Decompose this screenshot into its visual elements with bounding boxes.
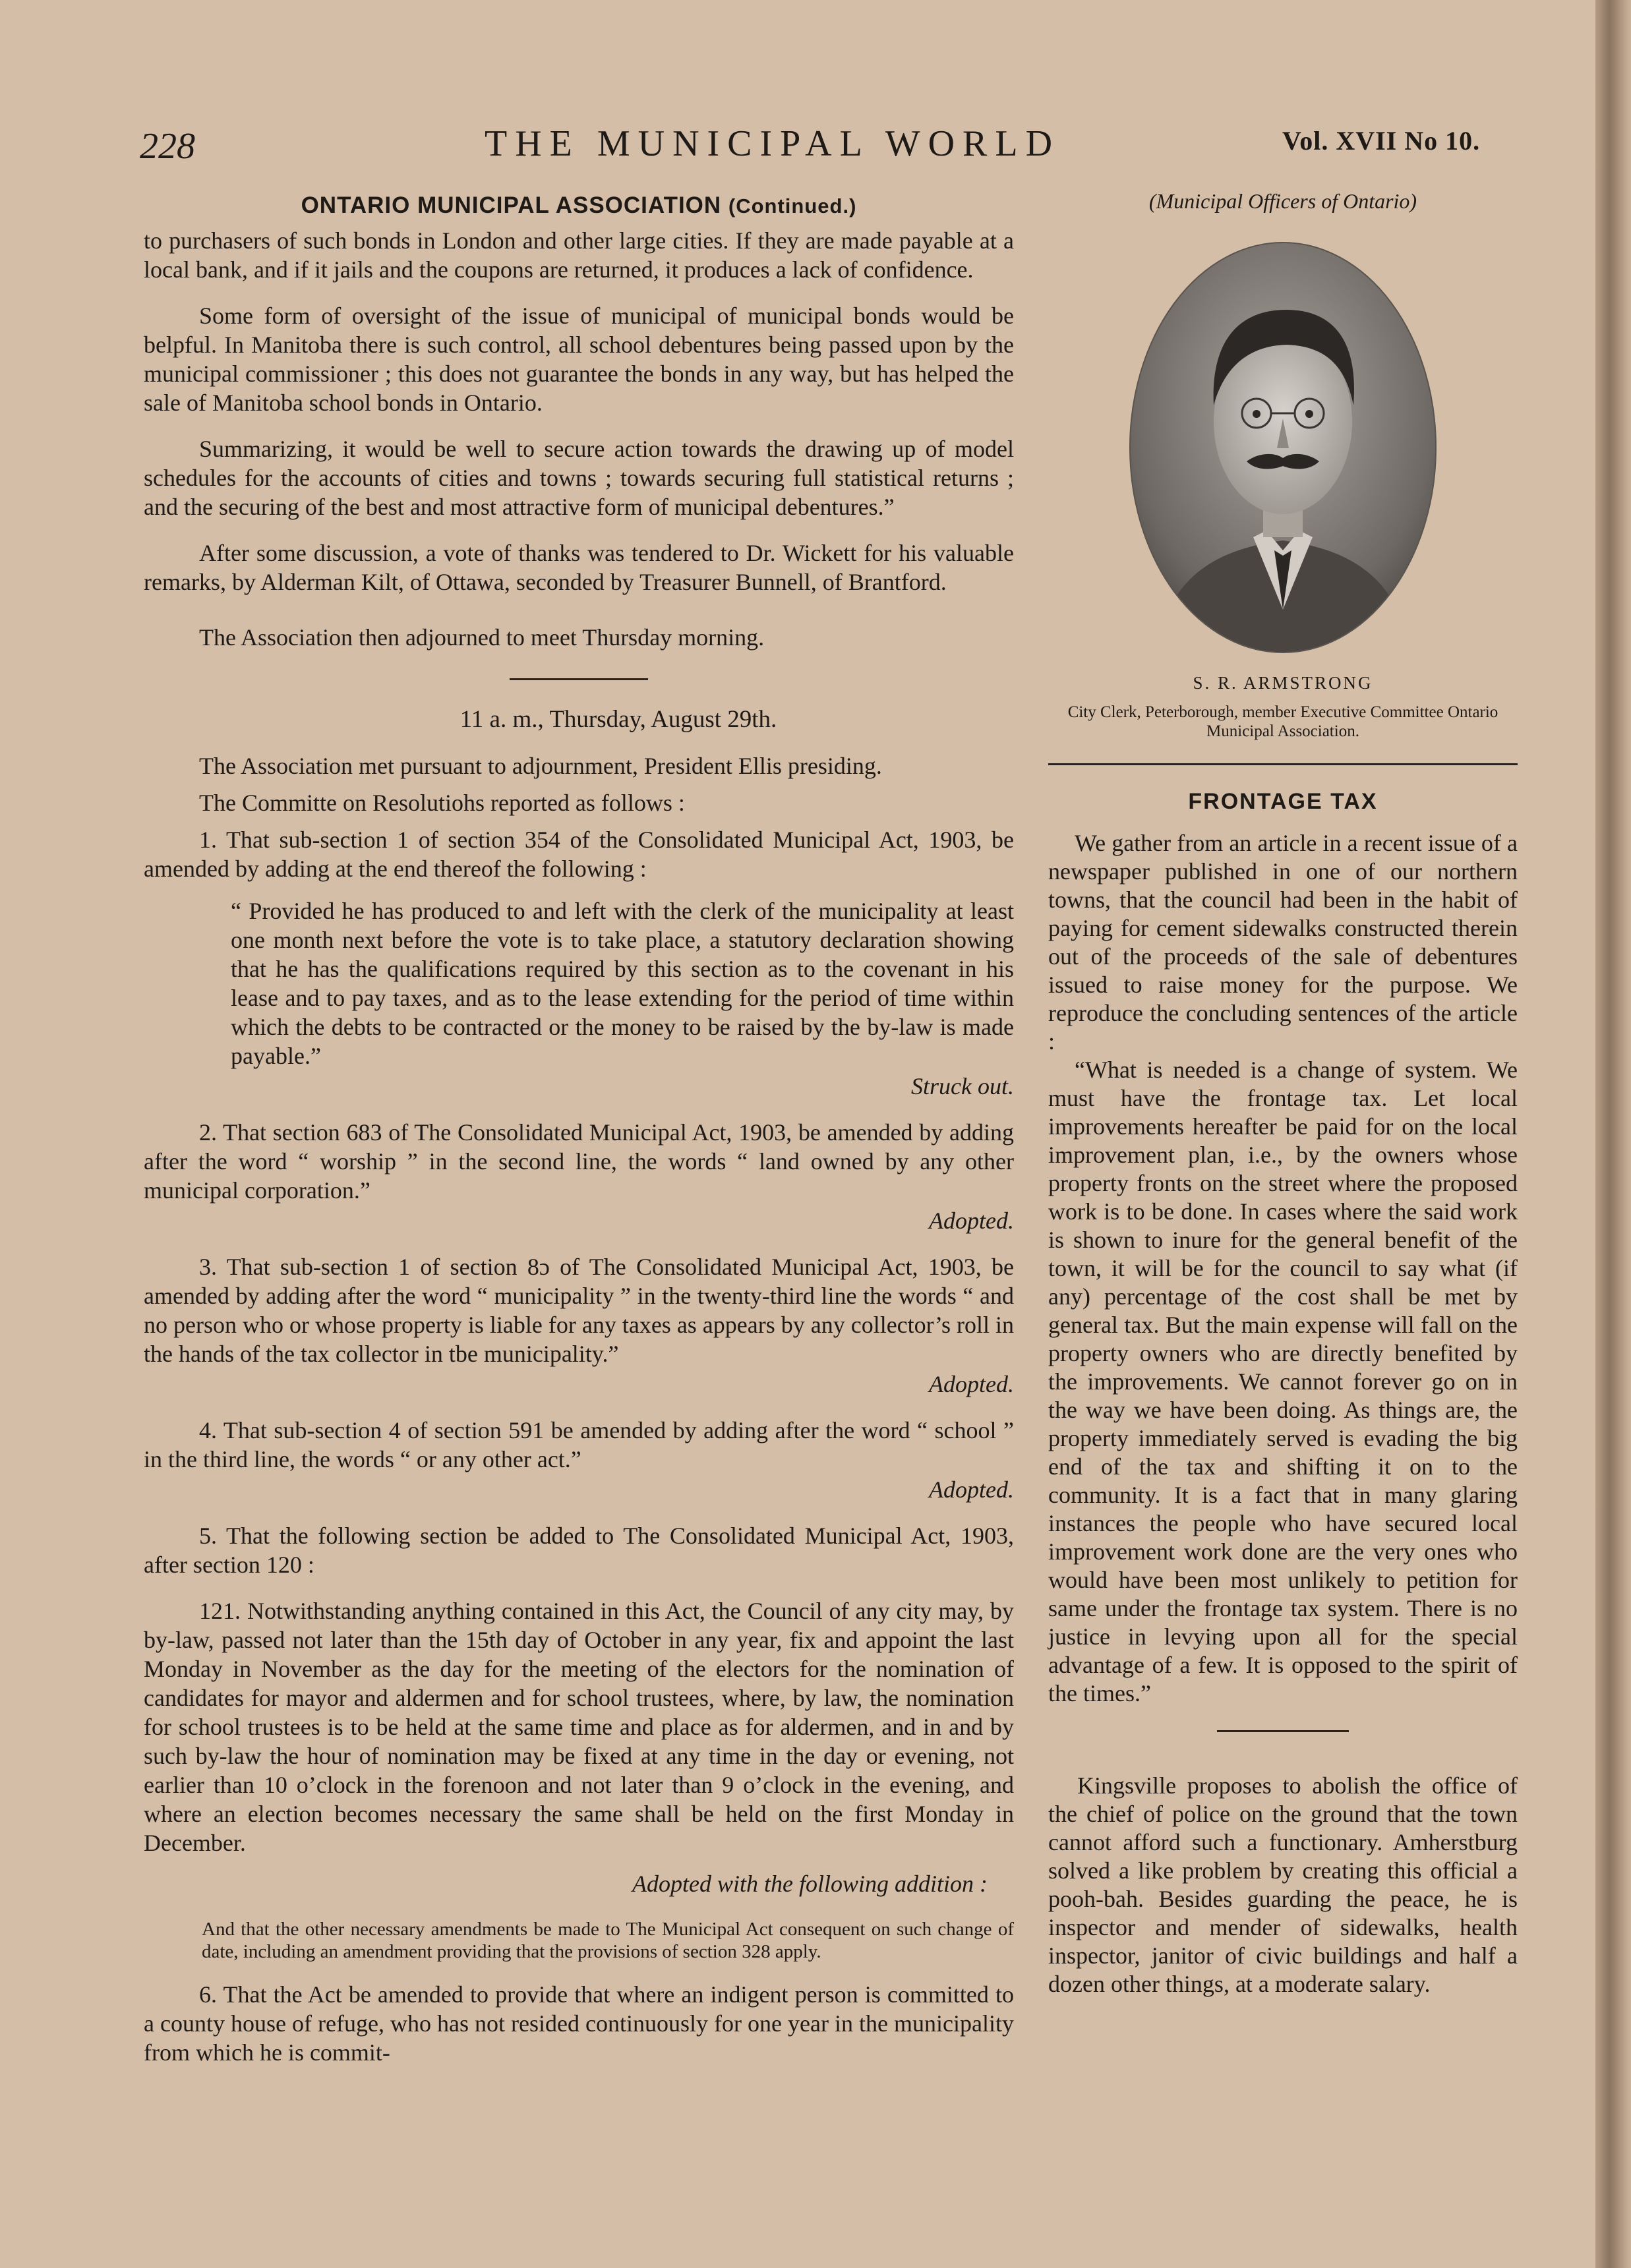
paragraph: to purchasers of such bonds in London and other large cities. If they are made payable at a local bank, and if it jails and the coupons are returned, it produces a lack of confidence.	[144, 227, 1014, 283]
paragraph: The Association met pursuant to adjournment, President Ellis presiding.	[199, 753, 882, 779]
paragraph: Kingsville proposes to abolish the office of the chief of police on the ground that the town cannot afford such a functionary. Amherstburg solved a like problem by creating this official a pooh-bah. Besides guarding the peace, he is inspector and mender of sidewalks, health inspector, janitor of civic buildings and half a dozen other things, at a moderate salary.	[1048, 1772, 1518, 1997]
resolution-item: 1. That sub-section 1 of section 354 of the Consolidated Municipal Act, 1903, be amended by adding at the end thereof the following :	[144, 827, 1014, 882]
resolution-item: 3. That sub-section 1 of section 8ɔ of The Consolidated Municipal Act, 1903, be amended by adding after the word “ municipality ” in the twenty-third line the words “ and no person who or whose property is liable for any taxes as appears by any collector’s roll in the hands of the tax collector in tbe municipality.”	[144, 1254, 1014, 1367]
volume-label: Vol. XVII No 10.	[1282, 126, 1481, 156]
verdict: Adopted with the following addition :	[632, 1871, 988, 1897]
portrait-role: City Clerk, Peterborough, member Executive Committee Ontario Municipal Association.	[1067, 703, 1498, 740]
section-title-suffix: (Continued.)	[728, 194, 857, 218]
resolution-item: 4. That sub-section 4 of section 591 be amended by adding after the word “ school ” in the third line, the words “ or any other act.”	[144, 1417, 1014, 1472]
paragraph: After some discussion, a vote of thanks was tendered to Dr. Wickett for his valuable remarks, by Alderman Kilt, of Ottawa, seconded by Treasurer Bunnell, of Brantford.	[144, 540, 1014, 595]
left-column	[144, 191, 1014, 2067]
divider	[1048, 763, 1518, 765]
portrait-name: S. R. ARMSTRONG	[1193, 673, 1373, 693]
section-title	[144, 191, 1014, 221]
verdict: Adopted.	[929, 1371, 1014, 1397]
divider	[1217, 1730, 1349, 1732]
frontage-tax-title: FRONTAGE TAX	[1188, 789, 1378, 814]
resolution-quote: “ Provided he has produced to and left with the clerk of the municipality at least one month next before the vote is to take place, a statutory declaration showing that he has the qualifications required by this section as to the covenant in his lease and to pay taxes, and as to the lease extending for the period of time within which the debts to be contracted or the money to be raised by the by-law is made payable.”	[231, 898, 1014, 1069]
portrait-series-caption: (Municipal Officers of Ontario)	[1148, 189, 1417, 213]
journal-title: THE MUNICIPAL WORLD	[485, 123, 1061, 164]
paragraph: The Association then adjourned to meet Thursday morning.	[199, 624, 765, 651]
paragraph: The Committe on Resolutiohs reported as follows :	[199, 790, 685, 816]
page-edge	[1595, 0, 1631, 2268]
paragraph: Some form of oversight of the issue of municipal of municipal bonds would be belpful. In Manitoba there is such control, all school debentures being passed upon by the municipal commissioner ; this does not guarantee the bonds in any way, but has helped the sale of Manitoba school bonds in Ontario.	[144, 303, 1014, 416]
verdict: Adopted.	[929, 1207, 1014, 1234]
verdict: Struck out.	[911, 1073, 1014, 1099]
portrait-photo	[1128, 241, 1438, 654]
addition-note: And that the other necessary amendments be made to The Municipal Act consequent on such change of date, including an amendment providing that the provisions of section 328 apply.	[202, 1919, 1014, 1962]
paragraph: “What is needed is a change of system. We must have the frontage tax. Let local improvements hereafter be paid for on the local improvement plan, i.e., by the owners whose property fronts on the street where the proposed work is to be done. In cases where the said work is shown to inure for the general benefit of the town, it will be for the council to say what (if any) percentage of the cost shall be met by general tax. But the main expense will fall on the property owners who are directly benefited by the improvements. We cannot forever go on in the way we have been doing. As things are, the property immediately served is evading the big end of the tax and shifting it on to the community. It is a fact that in many glaring instances the people who have secured local improvement work done are the very ones who would have been most unlikely to petition for same under the frontage tax system. There is no justice in levying upon all for the special advantage of a few. It is opposed to the spirit of the times.”	[1048, 1057, 1518, 1706]
paragraph: Summarizing, it would be well to secure action towards the drawing up of model schedules for the accounts of cities and towns ; towards securing full statistical returns ; and the securing of the best and most attractive form of municipal debentures.”	[144, 436, 1014, 520]
paragraph: We gather from an article in a recent issue of a newspaper published in one of our northern towns, that the council had been in the habit of paying for cement sidewalks constructed therein out of the proceeds of the sale of debentures issued to raise money for the purpose. We reproduce the concluding sentences of the article :	[1048, 830, 1518, 1055]
divider	[510, 678, 648, 680]
section-title-text: ONTARIO MUNICIPAL ASSOCIATION	[301, 192, 722, 218]
right-column	[1048, 187, 1518, 1998]
proposed-section: 121. Notwithstanding anything contained in this Act, the Council of any city may, by by-law, passed not later than the 15th day of October in any year, fix and appoint the last Monday in November as the day for the meeting of the electors for the nomination of candidates for mayor and aldermen and for school trustees, where, by law, the nomination for school trustees is to be held at the same time and place as for aldermen, and in and by such by-law the hour of nomination may be fixed at any time in the day or evening, not earlier than 10 o’clock in the forenoon and not later than 9 o’clock in the evening, and where an election becomes necessary the same shall be held on the first Monday in December.	[144, 1598, 1014, 1856]
resolution-item: 2. That section 683 of The Consolidated Municipal Act, 1903, be amended by adding after the word “ worship ” in the second line, the words “ land owned by any other municipal corporation.”	[144, 1119, 1014, 1204]
resolution-item: 6. That the Act be amended to provide that where an indigent person is committed to a county house of refuge, who has not resided continuously for one year in the municipality from which he is commit-	[144, 1981, 1014, 2066]
resolution-item: 5. That the following section be added to The Consolidated Municipal Act, 1903, after section 120 :	[144, 1523, 1014, 1578]
page-number: 228	[140, 126, 195, 167]
verdict: Adopted.	[929, 1476, 1014, 1503]
dateline: 11 a. m., Thursday, August 29th.	[460, 706, 777, 733]
